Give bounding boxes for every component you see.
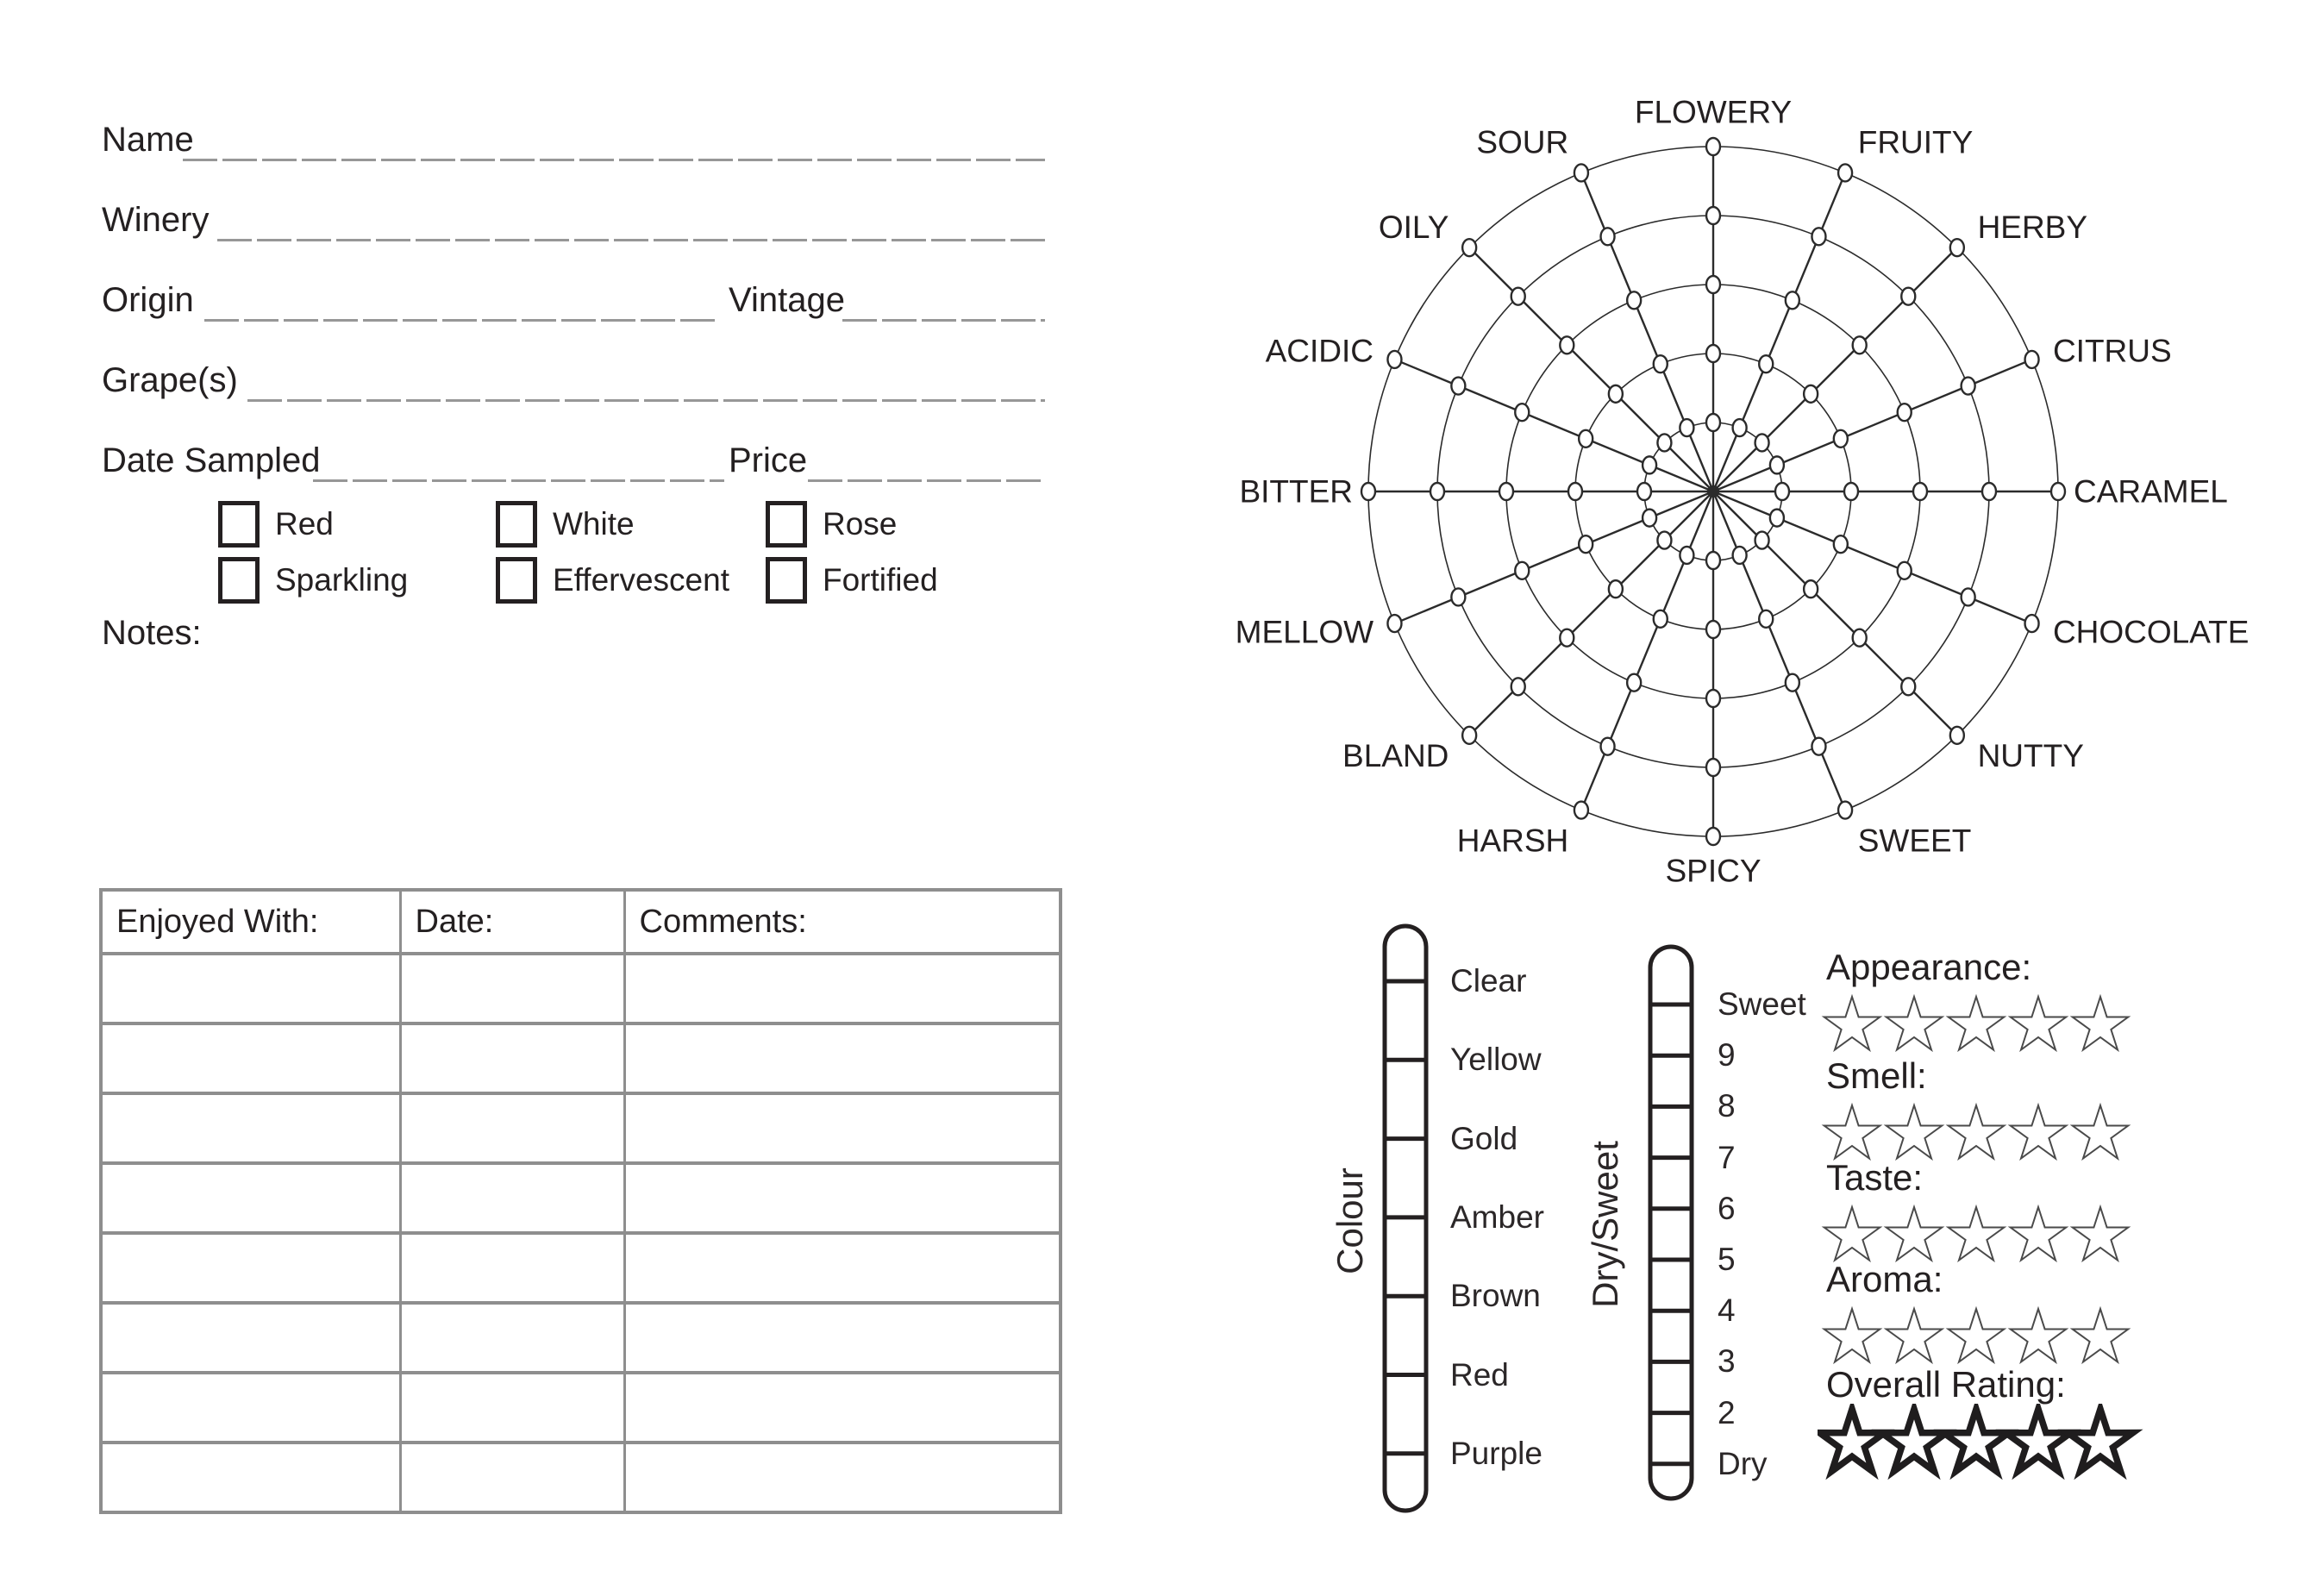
flavour-wheel-chart[interactable]	[1198, 82, 2276, 901]
checkbox-row-effervescent	[496, 557, 729, 604]
radar-node-chocolate-3[interactable]	[1898, 562, 1912, 579]
radar-node-bland-5[interactable]	[1462, 727, 1476, 744]
table-row	[101, 1163, 1061, 1233]
radar-node-bland-3[interactable]	[1560, 629, 1574, 647]
radar-node-harsh-4[interactable]	[1601, 738, 1615, 755]
rating-title-smell: Smell:	[1826, 1055, 1927, 1096]
rating-title-appearance: Appearance:	[1826, 947, 2032, 987]
radar-axis-label-nutty: NUTTY	[1977, 738, 2084, 774]
dry-sweet-tick-label-8: 8	[1718, 1088, 1736, 1124]
radar-node-oily-2[interactable]	[1609, 385, 1623, 403]
name-write-line[interactable]	[183, 159, 1045, 161]
radar-spoke-chocolate	[1713, 491, 2032, 623]
radar-axis-label-caramel: CARAMEL	[2074, 473, 2228, 510]
grapes-label: Grape(s)	[102, 361, 238, 399]
star-icon[interactable]	[1949, 1207, 2005, 1261]
radar-node-spicy-5[interactable]	[1706, 828, 1720, 845]
table-cell[interactable]	[624, 1023, 1061, 1093]
radar-node-citrus-3[interactable]	[1898, 404, 1912, 421]
checkbox-label-rose: Rose	[823, 506, 898, 541]
table-row	[101, 1023, 1061, 1093]
radar-spoke-nutty	[1713, 491, 1957, 735]
checkbox-row-rose	[766, 501, 897, 548]
radar-node-harsh-2[interactable]	[1654, 610, 1668, 628]
radar-node-sweet-1[interactable]	[1733, 547, 1747, 564]
radar-node-sour-4[interactable]	[1601, 228, 1615, 245]
star-icon[interactable]	[1824, 997, 1880, 1050]
table-cell[interactable]	[101, 1303, 400, 1373]
radar-node-sweet-5[interactable]	[1838, 802, 1852, 819]
vintage-label: Vintage	[729, 281, 845, 319]
dry-sweet-tick-label-9: 9	[1718, 1037, 1736, 1073]
radar-node-oily-5[interactable]	[1462, 239, 1476, 256]
table-cell[interactable]	[400, 1093, 624, 1163]
radar-spoke-fruity	[1713, 172, 1845, 491]
star-icon[interactable]	[1887, 997, 1943, 1050]
radar-node-fruity-4[interactable]	[1812, 228, 1825, 245]
radar-node-fruity-5[interactable]	[1838, 164, 1852, 181]
enjoyed-with-table-wrap	[99, 888, 1062, 1514]
star-icon[interactable]	[1943, 1409, 2009, 1471]
star-icon[interactable]	[2011, 1207, 2067, 1261]
table-row	[101, 1303, 1061, 1373]
radar-node-chocolate-2[interactable]	[1834, 535, 1848, 553]
radar-node-harsh-3[interactable]	[1627, 674, 1641, 692]
table-header-cell: Date:	[400, 890, 624, 954]
colour-tick-label-amber: Amber	[1450, 1199, 1544, 1235]
checkbox-label-sparkling: Sparkling	[275, 562, 409, 598]
date-sampled-label: Date Sampled	[102, 441, 321, 479]
table-cell[interactable]	[101, 1373, 400, 1443]
table-cell[interactable]	[101, 1443, 400, 1512]
colour-tick-label-red: Red	[1450, 1356, 1509, 1393]
checkbox-row-sparkling	[218, 557, 408, 604]
radar-spoke-harsh	[1581, 491, 1713, 811]
star-icon[interactable]	[1819, 1409, 1885, 1471]
radar-axis-label-mellow: MELLOW	[1235, 614, 1374, 650]
radar-axis-label-spicy: SPICY	[1665, 853, 1761, 889]
radar-node-sour-1[interactable]	[1680, 419, 1693, 436]
table-cell[interactable]	[624, 1443, 1061, 1512]
star-icon[interactable]	[2073, 1309, 2129, 1362]
radar-node-bitter-1[interactable]	[1637, 483, 1651, 500]
radar-node-caramel-2[interactable]	[1844, 483, 1858, 500]
radar-spoke-sweet	[1713, 491, 1845, 811]
table-cell[interactable]	[400, 1163, 624, 1233]
star-icon[interactable]	[2011, 997, 2067, 1050]
table-cell[interactable]	[624, 1373, 1061, 1443]
checkbox-white[interactable]	[496, 501, 537, 548]
radar-node-caramel-3[interactable]	[1913, 483, 1927, 500]
radar-axis-label-oily: OILY	[1378, 209, 1449, 245]
radar-node-chocolate-4[interactable]	[1962, 588, 1975, 605]
radar-node-bitter-2[interactable]	[1568, 483, 1582, 500]
radar-axis-label-herby: HERBY	[1977, 209, 2088, 245]
radar-node-nutty-3[interactable]	[1853, 629, 1867, 647]
checkbox-red[interactable]	[218, 501, 260, 548]
dry-sweet-scale-title: Dry/Sweet	[1585, 1141, 1625, 1308]
table-cell[interactable]	[101, 954, 400, 1023]
radar-node-sour-3[interactable]	[1627, 291, 1641, 309]
star-icon[interactable]	[1824, 1309, 1880, 1362]
radar-node-bitter-4[interactable]	[1430, 483, 1444, 500]
radar-axis-label-citrus: CITRUS	[2052, 333, 2172, 369]
radar-node-sour-5[interactable]	[1574, 164, 1588, 181]
checkbox-row-red	[218, 501, 334, 548]
winery-label: Winery	[102, 201, 210, 239]
star-icon[interactable]	[2011, 1309, 2067, 1362]
radar-node-spicy-3[interactable]	[1706, 690, 1720, 707]
rating-stars-overallrating	[1818, 1404, 2162, 1483]
star-icon[interactable]	[1949, 1105, 2005, 1159]
radar-node-herby-4[interactable]	[1901, 288, 1915, 305]
checkbox-row-fortified	[766, 557, 938, 604]
radar-node-mellow-1[interactable]	[1643, 510, 1656, 527]
rating-stars-appearance	[1818, 986, 2162, 1066]
table-row	[101, 1093, 1061, 1163]
date-sampled-write-line[interactable]	[313, 479, 724, 482]
radar-node-acidic-5[interactable]	[1387, 351, 1401, 368]
radar-axis-label-chocolate: CHOCOLATE	[2052, 614, 2250, 650]
dry-sweet-tick-label-7: 7	[1718, 1139, 1736, 1175]
radar-node-fruity-3[interactable]	[1786, 291, 1799, 309]
star-icon[interactable]	[2073, 1207, 2129, 1261]
radar-node-caramel-5[interactable]	[2051, 483, 2065, 500]
colour-scale-title: Colour	[1330, 1167, 1370, 1274]
table-cell[interactable]	[400, 954, 624, 1023]
checkbox-sparkling[interactable]	[218, 557, 260, 604]
star-icon[interactable]	[2011, 1105, 2067, 1159]
radar-node-acidic-2[interactable]	[1579, 430, 1593, 448]
checkbox-label-fortified: Fortified	[823, 562, 938, 598]
star-icon[interactable]	[1887, 1207, 1943, 1261]
table-cell[interactable]	[101, 1093, 400, 1163]
radar-node-harsh-1[interactable]	[1680, 547, 1693, 564]
radar-node-nutty-4[interactable]	[1901, 678, 1915, 695]
radar-node-sour-2[interactable]	[1654, 355, 1668, 372]
name-label: Name	[102, 121, 194, 159]
star-icon[interactable]	[2006, 1409, 2071, 1471]
table-cell[interactable]	[400, 1233, 624, 1303]
notes-label: Notes:	[102, 614, 202, 652]
rating-title-aroma: Aroma:	[1826, 1259, 1943, 1299]
radar-node-flowery-5[interactable]	[1706, 138, 1720, 155]
table-cell[interactable]	[400, 1373, 624, 1443]
radar-node-flowery-3[interactable]	[1706, 276, 1720, 293]
radar-node-citrus-1[interactable]	[1770, 456, 1784, 473]
radar-node-acidic-1[interactable]	[1643, 456, 1656, 473]
radar-node-herby-5[interactable]	[1950, 239, 1964, 256]
radar-node-bland-4[interactable]	[1511, 678, 1525, 695]
radar-node-spicy-4[interactable]	[1706, 759, 1720, 776]
origin-label: Origin	[102, 281, 194, 319]
checkbox-rose[interactable]	[766, 501, 807, 548]
star-icon[interactable]	[1949, 1309, 2005, 1362]
dry-sweet-tick-label-2: 2	[1718, 1394, 1736, 1430]
radar-spoke-sour	[1581, 172, 1713, 491]
radar-node-mellow-2[interactable]	[1579, 535, 1593, 553]
table-cell[interactable]	[101, 1023, 400, 1093]
radar-node-sweet-4[interactable]	[1812, 738, 1825, 755]
radar-node-acidic-4[interactable]	[1451, 378, 1465, 395]
checkbox-fortified[interactable]	[766, 557, 807, 604]
radar-node-citrus-2[interactable]	[1834, 430, 1848, 448]
radar-axis-label-bland: BLAND	[1342, 738, 1449, 774]
table-cell[interactable]	[400, 1023, 624, 1093]
radar-spoke-bland	[1469, 491, 1713, 735]
radar-node-bitter-3[interactable]	[1499, 483, 1513, 500]
radar-node-fruity-2[interactable]	[1759, 355, 1773, 372]
radar-node-bland-2[interactable]	[1609, 580, 1623, 598]
dry-sweet-scale-capsule[interactable]	[1645, 938, 1714, 1509]
radar-node-herby-3[interactable]	[1853, 336, 1867, 354]
radar-axis-label-fruity: FRUITY	[1857, 124, 1974, 160]
radar-node-oily-4[interactable]	[1511, 288, 1525, 305]
radar-node-bland-1[interactable]	[1657, 532, 1671, 549]
table-row	[101, 1233, 1061, 1303]
table-row	[101, 1373, 1061, 1443]
radar-node-oily-1[interactable]	[1657, 434, 1671, 451]
radar-node-oily-3[interactable]	[1560, 336, 1574, 354]
radar-center-dot	[1707, 485, 1719, 498]
radar-node-chocolate-5[interactable]	[2025, 615, 2039, 632]
radar-node-flowery-1[interactable]	[1706, 414, 1720, 431]
radar-node-sweet-2[interactable]	[1759, 610, 1773, 628]
dry-sweet-tick-label-dry: Dry	[1718, 1445, 1768, 1481]
radar-node-nutty-2[interactable]	[1804, 580, 1818, 598]
vintage-write-line[interactable]	[842, 319, 1045, 322]
checkbox-label-red: Red	[275, 506, 334, 541]
colour-scale-capsule[interactable]	[1380, 918, 1449, 1530]
checkbox-label-white: White	[553, 506, 635, 541]
table-cell[interactable]	[624, 1233, 1061, 1303]
radar-node-nutty-1[interactable]	[1755, 532, 1769, 549]
dry-sweet-tick-label-4: 4	[1718, 1292, 1736, 1329]
radar-node-sweet-3[interactable]	[1786, 674, 1799, 692]
radar-spoke-mellow	[1394, 491, 1713, 623]
star-icon[interactable]	[1949, 997, 2005, 1050]
radar-axis-label-bitter: BITTER	[1239, 473, 1353, 510]
table-cell[interactable]	[101, 1163, 400, 1233]
dry-sweet-tick-label-5: 5	[1718, 1242, 1736, 1277]
radar-node-mellow-3[interactable]	[1515, 562, 1529, 579]
price-write-line[interactable]	[808, 479, 1045, 482]
table-cell[interactable]	[624, 1163, 1061, 1233]
colour-tick-label-gold: Gold	[1450, 1120, 1518, 1156]
radar-node-fruity-1[interactable]	[1733, 419, 1747, 436]
rating-title-overallrating: Overall Rating:	[1826, 1364, 2066, 1405]
colour-tick-label-brown: Brown	[1450, 1278, 1541, 1314]
rating-title-taste: Taste:	[1826, 1157, 1924, 1198]
radar-node-caramel-1[interactable]	[1775, 483, 1789, 500]
radar-spoke-herby	[1713, 247, 1957, 491]
star-icon[interactable]	[1824, 1105, 1880, 1159]
radar-axis-label-acidic: ACIDIC	[1265, 333, 1374, 369]
table-header-cell: Comments:	[624, 890, 1061, 954]
colour-tick-label-yellow: Yellow	[1450, 1042, 1542, 1078]
table-cell[interactable]	[400, 1443, 624, 1512]
radar-node-citrus-4[interactable]	[1962, 378, 1975, 395]
enjoyed-with-table	[99, 888, 1062, 1514]
radar-node-citrus-5[interactable]	[2025, 351, 2039, 368]
radar-node-spicy-1[interactable]	[1706, 552, 1720, 569]
star-icon[interactable]	[1824, 1207, 1880, 1261]
radar-node-caramel-4[interactable]	[1982, 483, 1996, 500]
origin-write-line[interactable]	[204, 319, 718, 322]
radar-axis-label-sweet: SWEET	[1857, 823, 1972, 859]
checkbox-effervescent[interactable]	[496, 557, 537, 604]
star-icon[interactable]	[2068, 1409, 2133, 1471]
radar-node-nutty-5[interactable]	[1950, 727, 1964, 744]
dry-sweet-tick-label-6: 6	[1718, 1190, 1736, 1226]
dry-sweet-tick-label-3: 3	[1718, 1343, 1736, 1380]
table-cell[interactable]	[624, 954, 1061, 1023]
radar-node-harsh-5[interactable]	[1574, 802, 1588, 819]
table-cell[interactable]	[624, 1303, 1061, 1373]
table-cell[interactable]	[101, 1233, 400, 1303]
radar-spoke-acidic	[1394, 360, 1713, 491]
winery-write-line[interactable]	[217, 239, 1045, 241]
star-icon[interactable]	[1887, 1309, 1943, 1362]
checkbox-row-white	[496, 501, 635, 548]
table-row	[101, 1443, 1061, 1512]
radar-node-herby-2[interactable]	[1804, 385, 1818, 403]
radar-axis-label-sour: SOUR	[1476, 124, 1569, 160]
radar-node-chocolate-1[interactable]	[1770, 510, 1784, 527]
star-icon[interactable]	[1881, 1409, 1947, 1471]
dry-sweet-tick-label-sweet: Sweet	[1718, 986, 1806, 1022]
table-row	[101, 954, 1061, 1023]
radar-axis-label-harsh: HARSH	[1456, 823, 1569, 859]
star-icon[interactable]	[2073, 1105, 2129, 1159]
radar-node-acidic-3[interactable]	[1515, 404, 1529, 421]
grapes-write-line[interactable]	[247, 399, 1045, 402]
dry-sweet-capsule-outline	[1650, 947, 1692, 1499]
radar-node-bitter-5[interactable]	[1361, 483, 1375, 500]
radar-spoke-citrus	[1713, 360, 2032, 491]
radar-spoke-oily	[1469, 247, 1713, 491]
checkbox-label-effervescent: Effervescent	[553, 562, 729, 598]
colour-tick-label-clear: Clear	[1450, 963, 1527, 998]
radar-axis-label-flowery: FLOWERY	[1634, 94, 1793, 130]
radar-node-mellow-5[interactable]	[1387, 615, 1401, 632]
radar-node-spicy-2[interactable]	[1706, 621, 1720, 638]
table-header-cell: Enjoyed With:	[101, 890, 400, 954]
radar-node-flowery-4[interactable]	[1706, 207, 1720, 224]
table-cell[interactable]	[400, 1303, 624, 1373]
radar-node-flowery-2[interactable]	[1706, 345, 1720, 362]
radar-node-herby-1[interactable]	[1755, 434, 1769, 451]
colour-tick-label-purple: Purple	[1450, 1435, 1542, 1471]
table-cell[interactable]	[624, 1093, 1061, 1163]
price-label: Price	[729, 441, 808, 479]
radar-node-mellow-4[interactable]	[1451, 588, 1465, 605]
star-icon[interactable]	[2073, 997, 2129, 1050]
star-icon[interactable]	[1887, 1105, 1943, 1159]
